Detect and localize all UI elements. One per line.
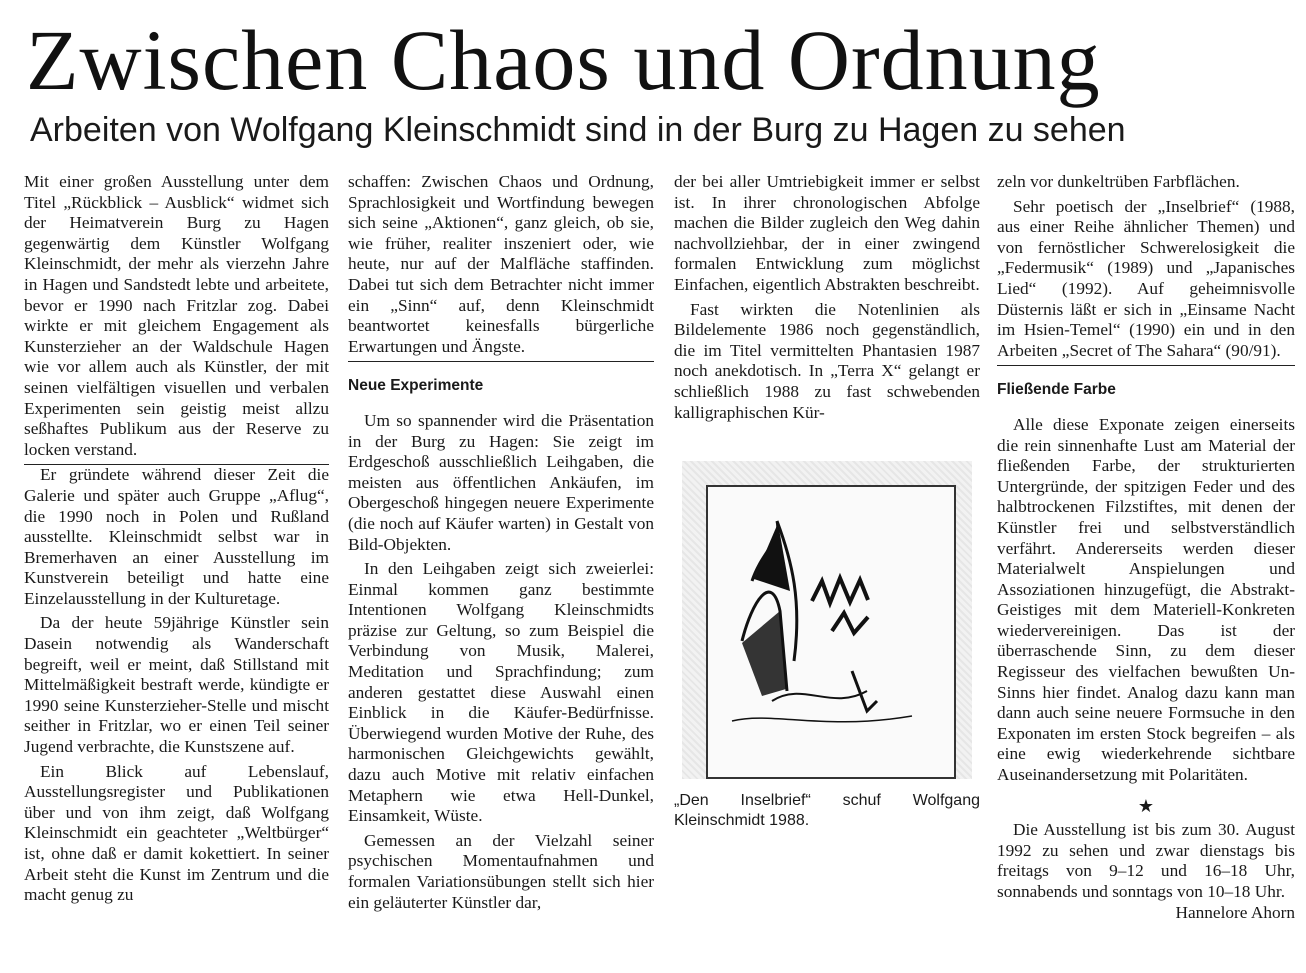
paragraph: Mit einer großen Ausstellung unter dem Titel „Rückblick – Ausblick“ widmet sich der Heimatverein Burg zu Hagen gegenwärtig dem Künstler Wolfgang Kleinschmidt, der mehr als vierzehn Jahre in Hagen und Sandstedt lebte und arbeitete, bevor er 1990 nach Fritzlar zog. Dabei wirkte er mit gleichem Engagement als Kunsterzieher an der Waldschule Hagen wie vor allem auch als Künstler, der mit seinen vielfältigen visuellen und verbalen Experimenten sein geistig meist allzu seßhaftes Publikum aus der Reserve zu locken verstand. [24, 172, 329, 459]
brush-stroke [732, 716, 912, 722]
article-column-2 [348, 172, 654, 913]
paragraph: Die Ausstellung ist bis zum 30. August 1992 zu sehen und zwar dienstags bis freitags von 9–12 und 16–18 Uhr, sonnabends und sonntags von 10–18 Uhr. [997, 820, 1295, 901]
paragraph: Gemessen an der Vielzahl seiner psychischen Momentaufnahmen und formalen Variationsübungen stellt sich hier ein geläuterter Künstler dar, [348, 830, 654, 912]
author-signature: Hannelore Ahorn [1175, 902, 1295, 922]
section-heading: Neue Experimente [348, 377, 484, 395]
paragraph: schaffen: Zwischen Chaos und Ordnung, Sprachlosigkeit und Wortfindung bewegen sich seine „Aktionen“, ganz gleich, ob sie, wie früher, realiter inszeniert oder, wie heute, nur auf der Malfläche staffinden. Dabei tut sich dem Betrachter nicht immer ein „Sinn“ auf, denn Kleinschmidt beantwortet keinesfalls bürgerliche Erwartungen und Ängste. [348, 172, 654, 356]
divider [997, 365, 1295, 366]
subheadline: Arbeiten von Wolfgang Kleinschmidt sind in der Burg zu Hagen zu sehen [30, 111, 1126, 149]
paragraph: der bei aller Umtriebigkeit immer er selbst ist. In ihrer chronologischen Abfolge machen die Bilder zugleich den Weg dahin nachvollziehbar, der in einer zwingend formalen Entwicklung zum möglichst Einfachen, eigentlich Abstrakten beschreibt. [674, 172, 980, 294]
paragraph: Sehr poetisch der „Inselbrief“ (1988, aus einer Reihe ähnlicher Themen) und von fernöstlicher Schwerelosigkeit die „Federmusik“ (1989) und „Japanisches Lied“ (1992). Auf geheimnisvolle Düsternis läßt er sich in „Einsame Nacht im Hsien-Temel“ (1990) ein und in den Arbeiten „Secret of The Sahara“ (90/91). [997, 196, 1295, 360]
artwork-photo [682, 461, 972, 779]
brush-stroke [772, 691, 867, 701]
paragraph: Fast wirkten die Notenlinien als Bildelemente 1986 noch gegenständlich, die im Titel vermittelten Phantasien 1987 noch anekdotisch. In „Terra X“ gelangt er schließlich 1988 zu fast schwebenden kalligraphischen Kür- [674, 299, 980, 422]
brush-stroke [812, 578, 868, 603]
article-column-4 [997, 172, 1295, 923]
headline: Zwischen Chaos und Ordnung [26, 12, 1101, 108]
paragraph: In den Leihgaben zeigt sich zweierlei: Einmal kommen ganz bestimmte Intentionen Wolfgang Kleinschmidts präzise zur Geltung, so zum Beispiel die Verbindung von Musik, Malerei, Meditation und Sprachfindung; zum anderen gestattet diese Auswahl einen Einblick in die Käufer-Bedürfnisse. Überwiegend wurden Motive der Ruhe, des harmonischen Gleichgewichts gewählt, dazu auch Motive mit relativ einfachen Metaphern wie etwa Hell-Dunkel, Einsamkeit, Wüste. [348, 559, 654, 826]
divider [348, 361, 654, 362]
artwork-drawing [682, 461, 972, 779]
paragraph: Alle diese Exponate zeigen einerseits die rein sinnenhafte Lust am Material der fließenden Farbe, der strukturierten Untergründe, der spitzigen Feder und des halbtrockenen Filzstiftes, mit denen der Künstler frei und selbstverständlich verfährt. Andererseits werden dieser Materialwelt Anspielungen und Assoziationen hinzugefügt, die Abstrakt-Geistiges mit dem Materiell-Konkreten wiedervereinigen. Das ist der überraschende Sinn, zu dem dieser Regisseur des vielfachen bewußten Un-Sinns hier findet. Analog dazu kann man dann auch seine neuere Formsuche in den Exponaten im ersten Stock begreifen – als eine ewig wiederkehrende sichtbare Auseinandersetzung mit Polaritäten. [997, 414, 1295, 785]
article-column-1 [24, 172, 329, 906]
paragraph: Um so spannender wird die Präsentation in der Burg zu Hagen: Sie zeigt im Erdgeschoß ausschließlich Leihgaben, die meisten aus öffentlichen Ankäufen, im Obergeschoß hingegen neuere Experimente (die noch auf Käufer warten) in Gestalt von Bild-Objekten. [348, 410, 654, 554]
brush-stroke [852, 671, 877, 711]
paragraph: Er gründete während dieser Zeit die Galerie und später auch Gruppe „Aflug“, die 1990 noch in Polen und Rußland ausstellte. Kleinschmidt selbst war in Bremerhaven an einer Ausstellung im Kunstverein beteiligt und hatte eine Einzelausstellung in der Kulturetage. [24, 465, 329, 608]
section-heading: Fließende Farbe [997, 381, 1116, 399]
brush-stroke [832, 613, 868, 633]
paragraph: Ein Blick auf Lebenslauf, Ausstellungsregister und Publikationen über und von ihm zeigt, daß Wolfgang Kleinschmidt ein geachteter „Weltbürger“ ist, ohne daß er damit kokettiert. In seiner Arbeit steht die Kunst im Zentrum und die macht genug zu [24, 761, 329, 905]
article-column-3 [674, 172, 980, 831]
star-icon: ★ [1137, 795, 1155, 816]
paragraph: Da der heute 59jährige Künstler sein Dasein notwendig als Wanderschaft begreift, weil er meint, daß Stillstand mit Mittelmäßigkeit bestraft werde, kündigte er 1990 seine Kunsterzieher-Stelle und mischt seither in Fritzlar, wo er einen Teil seiner Jugend verbrachte, die Kunstszene auf. [24, 613, 329, 757]
ink-shape [754, 523, 790, 591]
photo-caption: „Den Inselbrief“ schuf Wolfgang Kleinschmidt 1988. [674, 792, 980, 830]
ink-shape [742, 611, 786, 696]
paragraph: zeln vor dunkeltrüben Farbflächen. [997, 172, 1240, 191]
